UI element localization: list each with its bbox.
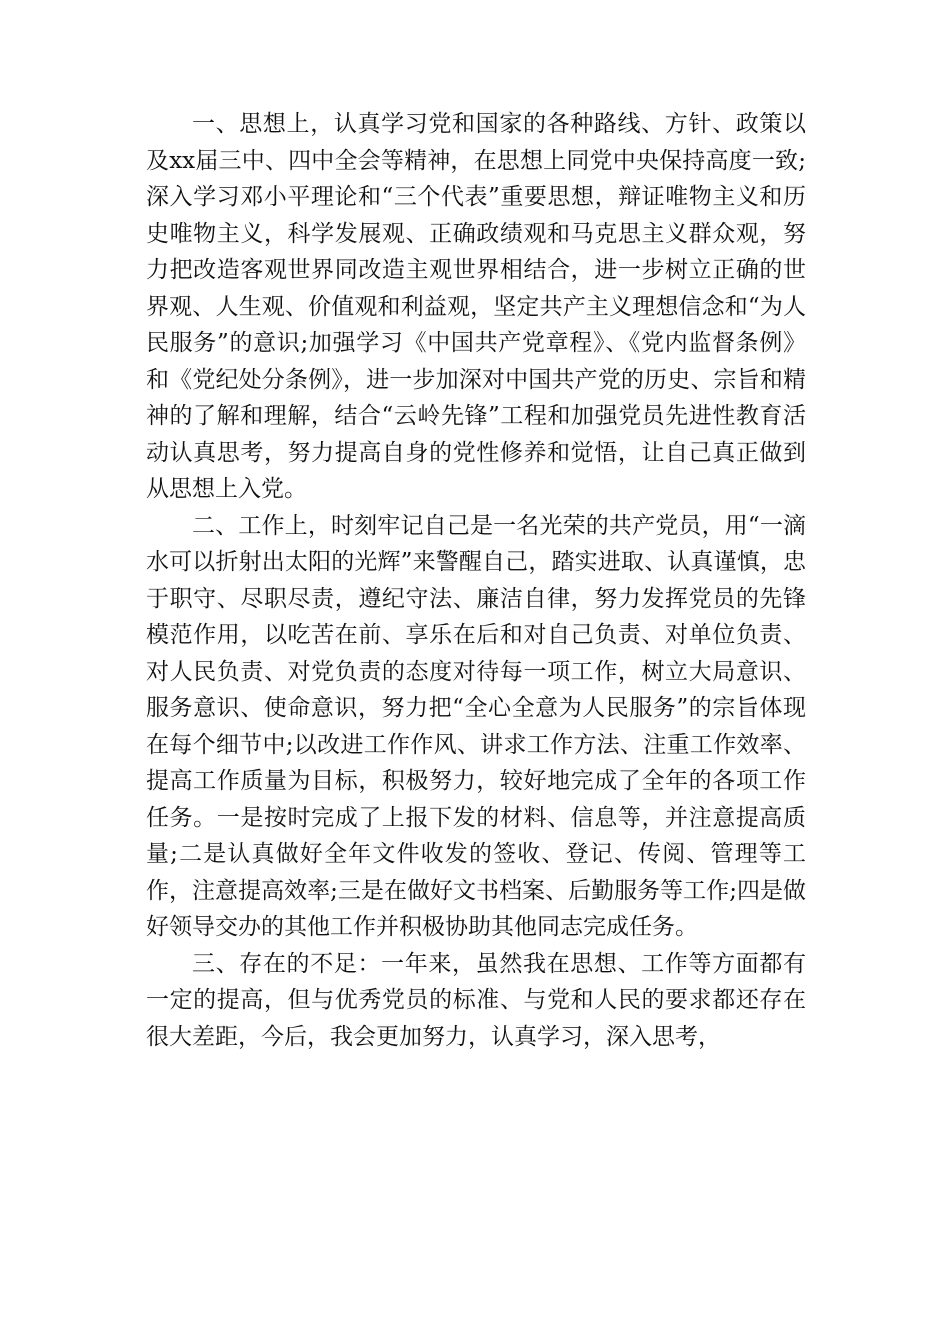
paragraph-thought: 一、思想上，认真学习党和国家的各种路线、方针、政策以及xx届三中、四中全会等精神，在思想上同党中央保持高度一致;深入学习邓小平理论和“三个代表”重要思想，辩证唯物主义和历史唯物主义，科学发展观、正确政绩观和马克思主义群众观，努力把改造客观世界同改造主观世界相结合，进一步树立正确的世界观、人生观、价值观和利益观，坚定共产主义理想信念和“为人民服务”的意识;加强学习《中国共产党章程》、《党内监督条例》和《党纪处分条例》，进一步加深对中国共产党的历史、宗旨和精神的了解和理解，结合“云岭先锋”工程和加强党员先进性教育活动认真思考，努力提高自身的党性修养和觉悟，让自己真正做到从思想上入党。 <box>146 111 806 502</box>
paragraph-work: 二、工作上，时刻牢记自己是一名光荣的共产党员，用“一滴水可以折射出太阳的光辉”来警醒自己，踏实进取、认真谨慎，忠于职守、尽职尽责，遵纪守法、廉洁自律，努力发挥党员的先锋模范作用，以吃苦在前、享乐在后和对自己负责、对单位负责、对人民负责、对党负责的态度对待每一项工作，树立大局意识、服务意识、使命意识，努力把“全心全意为人民服务”的宗旨体现在每个细节中;以改进工作作风、讲求工作方法、注重工作效率、提高工作质量为目标，积极努力，较好地完成了全年的各项工作任务。一是按时完成了上报下发的材料、信息等，并注意提高质量;二是认真做好全年文件收发的签收、登记、传阅、管理等工作，注意提高效率;三是在做好文书档案、后勤服务等工作;四是做好领导交办的其他工作并积极协助其他同志完成任务。 <box>146 512 806 940</box>
paragraph-shortcomings: 三、存在的不足：一年来，虽然我在思想、工作等方面都有一定的提高，但与优秀党员的标准、与党和人民的要求都还存在很大差距，今后，我会更加努力，认真学习，深入思考， <box>146 950 806 1050</box>
document-body <box>146 106 806 1055</box>
